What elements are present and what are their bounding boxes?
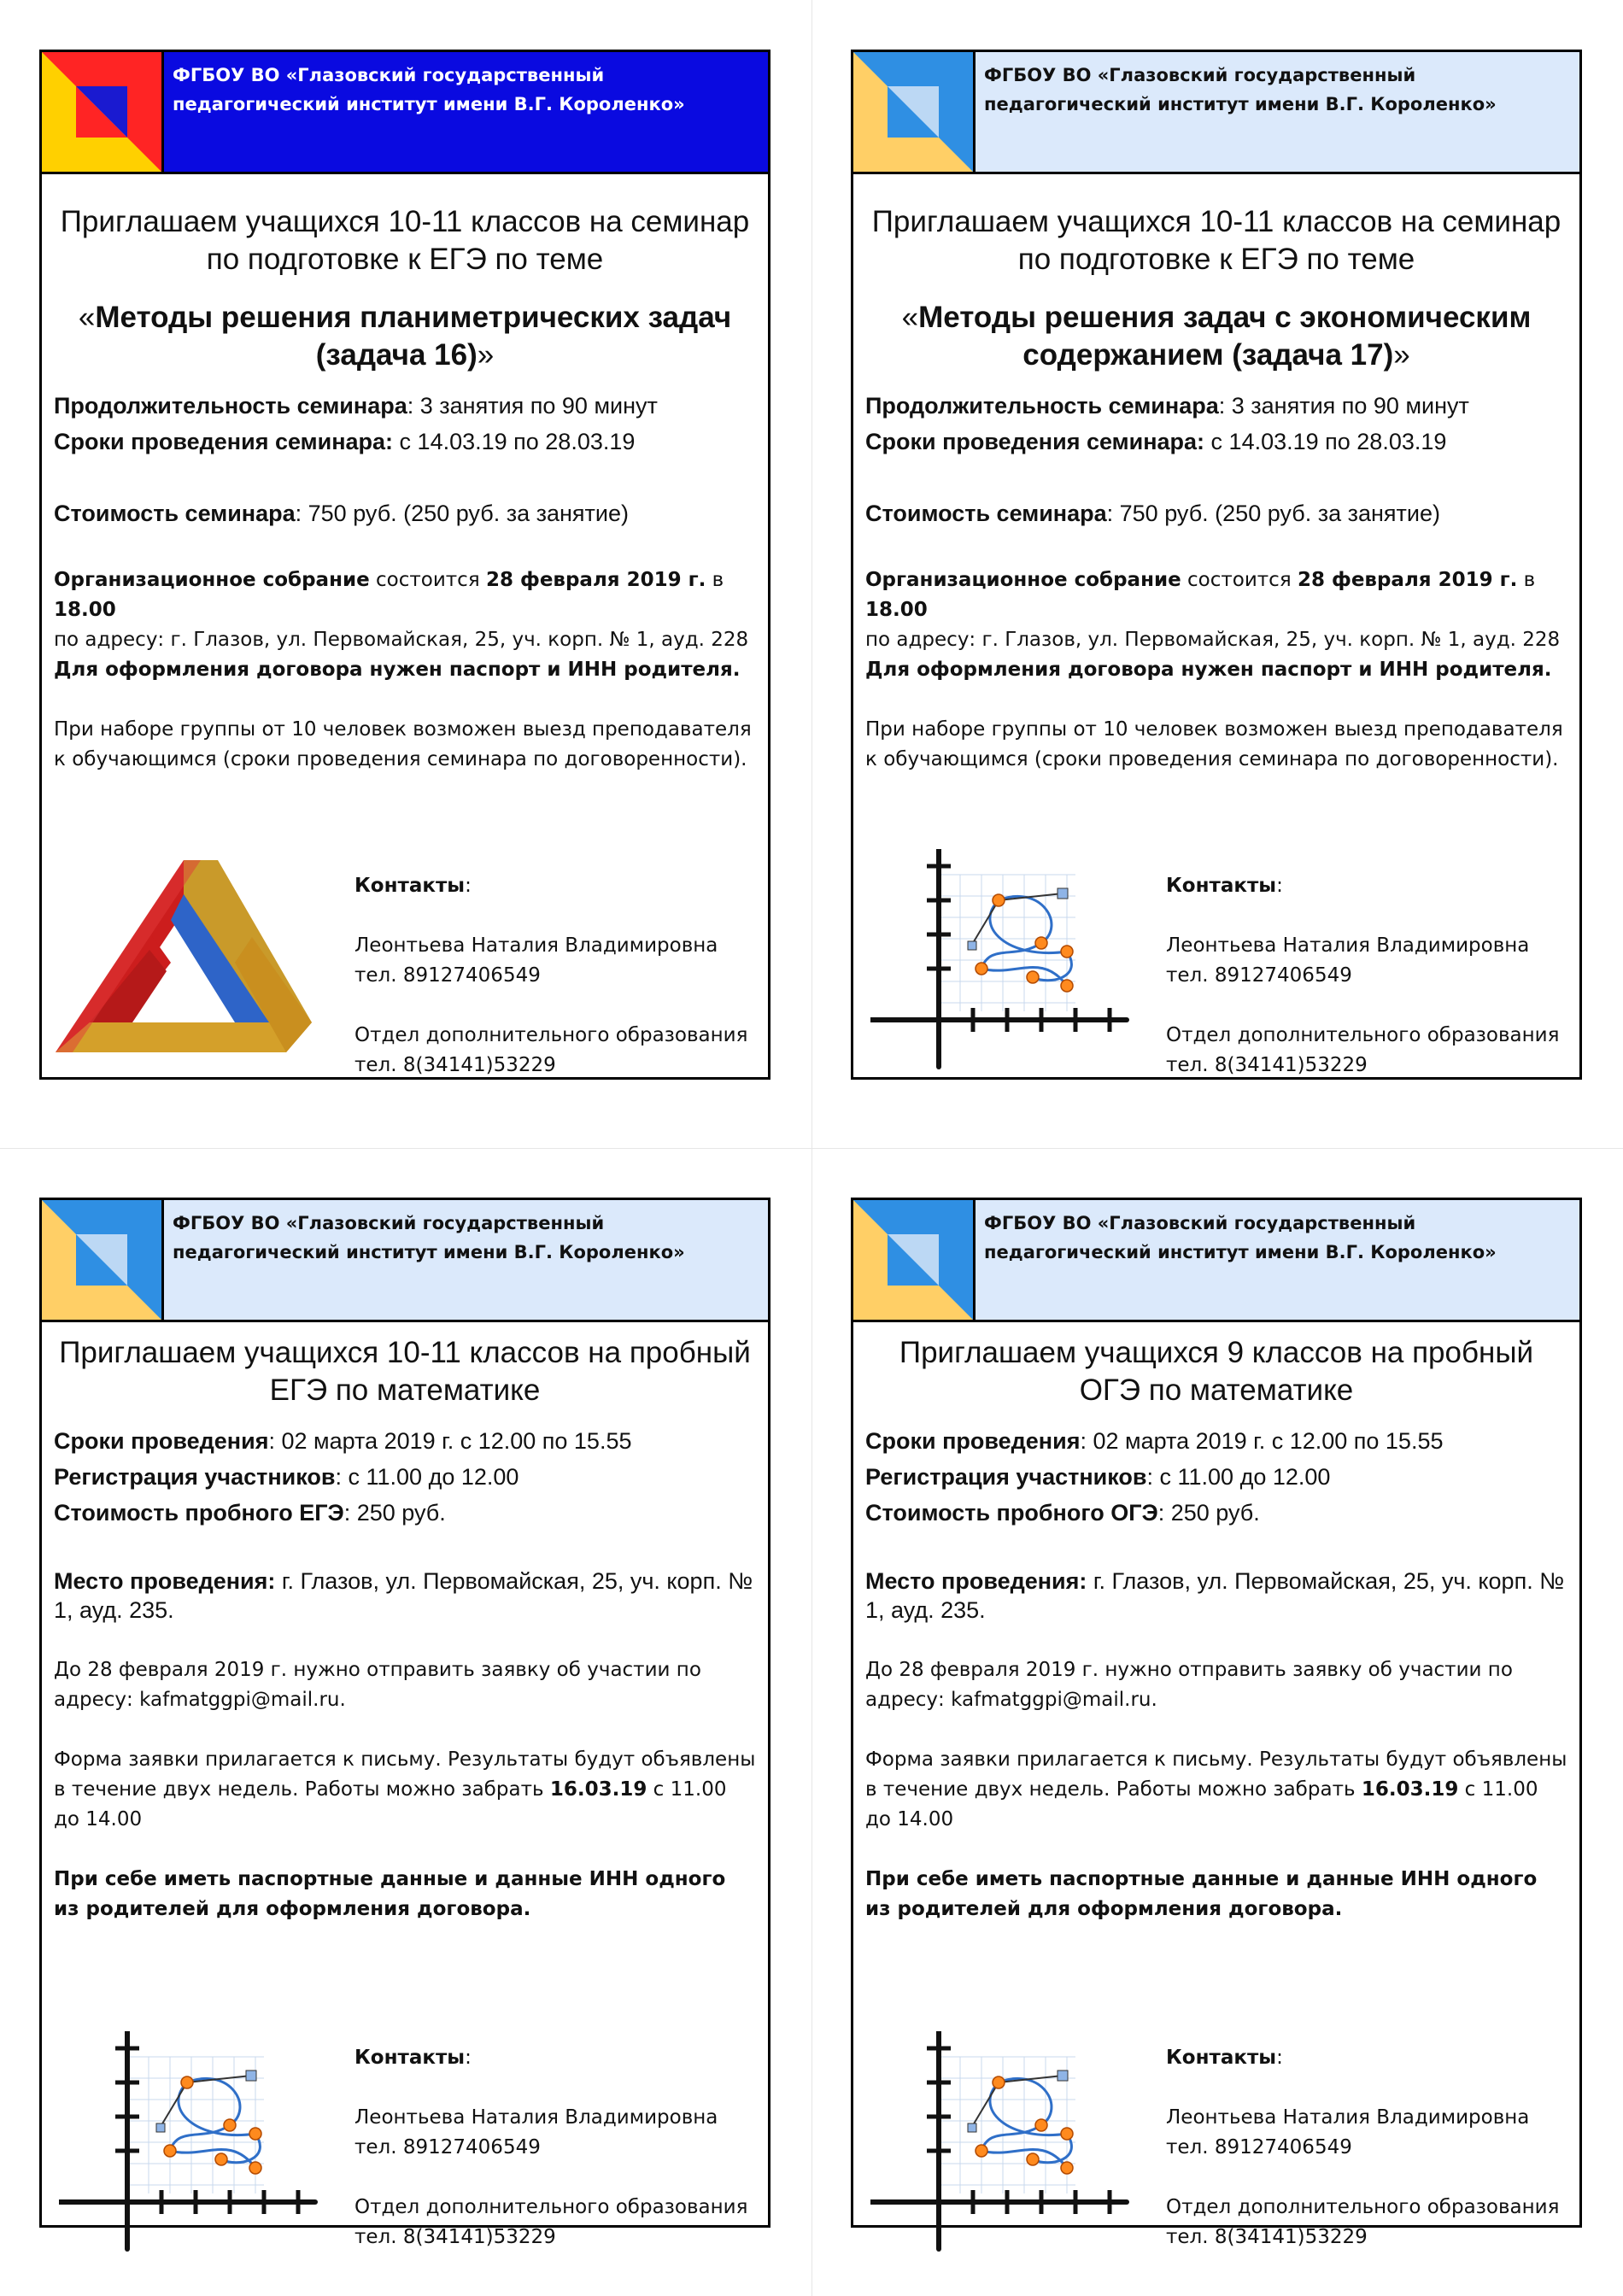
contacts-block: Контакты: Леонтьева Наталия Владимировна тел. 89127406549 Отдел дополнительного образования тел. 8(34141)53229 (354, 2043, 747, 2252)
form-note: Форма заявки прилагается к письму. Результаты будут объявлены в течение двух недель. Работы можно забрать 16.03.19 с 11.00 до 14.00 (54, 1748, 756, 1830)
contact-person: Леонтьева Наталия Владимировна (354, 2106, 718, 2129)
flyer-planimetry-seminar (39, 50, 770, 1080)
contact-dept-phone: тел. 8(34141)53229 (1166, 2226, 1368, 2248)
dates-row: Сроки проведения: 02 марта 2019 г. с 12.00 по 15.55 (865, 1428, 1444, 1454)
flyer-header (42, 1200, 768, 1322)
contact-dept-phone: тел. 8(34141)53229 (354, 1054, 556, 1076)
cost-row: Стоимость семинара: 750 руб. (250 руб. за занятие) (865, 501, 1440, 526)
flyer-header (42, 52, 768, 174)
page-fold-horizontal (0, 1148, 1623, 1149)
place-row: Место проведения: г. Глазов, ул. Первомайская, 25, уч. корп. № 1, ауд. 235. (865, 1568, 1565, 1623)
contact-phone: тел. 89127406549 (354, 964, 541, 987)
flyer-trial-ege (39, 1198, 770, 2248)
flyer-header (853, 1200, 1579, 1322)
exam-notes (865, 1655, 1567, 1924)
institute-name: ФГБОУ ВО «Глазовский государственный педагогический институт имени В.Г. Короленко» (161, 52, 768, 172)
flyer-body (42, 174, 768, 1077)
flyer-economics-seminar (851, 50, 1582, 1080)
graph-illustration (870, 2031, 1135, 2258)
exam-details (865, 1423, 1567, 1625)
contact-dept-phone: тел. 8(34141)53229 (354, 2226, 556, 2248)
registration-row: Регистрация участников: с 11.00 до 12.00 (54, 1464, 519, 1490)
contact-phone: тел. 89127406549 (1166, 2136, 1352, 2158)
contact-phone: тел. 89127406549 (1166, 964, 1352, 987)
dates-row: Сроки проведения: 02 марта 2019 г. с 12.00 по 15.55 (54, 1428, 632, 1454)
bring-note: При себе иметь паспортные данные и данные ИНН одного из родителей для оформления договора. (865, 1868, 1538, 1920)
cost-row: Стоимость пробного ЕГЭ: 250 руб. (54, 1500, 446, 1526)
institute-logo (42, 52, 161, 172)
flyer-body (853, 1322, 1579, 2248)
invite-title: Приглашаем учащихся 9 классов на пробный ОГЭ по математике (899, 1336, 1534, 1407)
contact-person: Леонтьева Наталия Владимировна (1166, 2106, 1530, 2129)
invite-title: Приглашаем учащихся 10-11 классов на пробный ЕГЭ по математике (59, 1336, 751, 1407)
institute-logo (853, 52, 973, 172)
apply-note: До 28 февраля 2019 г. нужно отправить заявку об участии по адресу: kafmatggpi@mail.ru. (54, 1659, 701, 1711)
contact-dept: Отдел дополнительного образования (354, 2196, 748, 2218)
exam-details (54, 1423, 756, 1625)
impossible-triangle-image (56, 860, 312, 1078)
contact-person: Леонтьева Наталия Владимировна (354, 934, 718, 957)
group-note: При наборе группы от 10 человек возможен выезд преподавателя к обучающимся (сроки проведения семинара по договоренности). (54, 718, 752, 770)
institute-name: ФГБОУ ВО «Глазовский государственный педагогический институт имени В.Г. Короленко» (161, 1200, 768, 1320)
bring-note: При себе иметь паспортные данные и данные ИНН одного из родителей для оформления договора. (54, 1868, 726, 1920)
dates-row: Сроки проведения семинара: с 14.03.19 по 28.03.19 (54, 429, 636, 454)
contact-dept: Отдел дополнительного образования (1166, 2196, 1560, 2218)
cost-row: Стоимость семинара: 750 руб. (250 руб. за занятие) (54, 501, 629, 526)
seminar-topic: «Методы решения задач с экономическим содержанием (задача 17)» (901, 301, 1532, 372)
place-row: Место проведения: г. Глазов, ул. Первомайская, 25, уч. корп. № 1, ауд. 235. (54, 1568, 753, 1623)
group-note: При наборе группы от 10 человек возможен выезд преподавателя к обучающимся (сроки проведения семинара по договоренности). (865, 718, 1563, 770)
institute-logo (42, 1200, 161, 1320)
contacts-block: Контакты: Леонтьева Наталия Владимировна тел. 89127406549 Отдел дополнительного образования тел. 8(34141)53229 (1166, 2043, 1559, 2252)
duration-row: Продолжительность семинара: 3 занятия по 90 минут (54, 393, 658, 419)
contact-dept: Отдел дополнительного образования (1166, 1024, 1560, 1046)
invite-title: Приглашаем учащихся 10-11 классов на семинар по подготовке к ЕГЭ по теме (871, 205, 1561, 276)
contact-dept-phone: тел. 8(34141)53229 (1166, 1054, 1368, 1076)
invite-title: Приглашаем учащихся 10-11 классов на семинар по подготовке к ЕГЭ по теме (60, 205, 750, 276)
seminar-details (54, 388, 756, 531)
contacts-block: Контакты: Леонтьева Наталия Владимировна тел. 89127406549 Отдел дополнительного образования тел. 8(34141)53229 (1166, 871, 1559, 1081)
graph-illustration (59, 2031, 324, 2258)
seminar-details (865, 388, 1567, 531)
registration-row: Регистрация участников: с 11.00 до 12.00 (865, 1464, 1331, 1490)
seminar-topic: «Методы решения планиметрических задач (задача 16)» (78, 301, 732, 372)
contact-phone: тел. 89127406549 (354, 2136, 541, 2158)
contact-dept: Отдел дополнительного образования (354, 1024, 748, 1046)
institute-name: ФГБОУ ВО «Глазовский государственный педагогический институт имени В.Г. Короленко» (973, 52, 1579, 172)
form-note: Форма заявки прилагается к письму. Результаты будут объявлены в течение двух недель. Работы можно забрать 16.03.19 с 11.00 до 14.00 (865, 1748, 1567, 1830)
institute-name: ФГБОУ ВО «Глазовский государственный педагогический институт имени В.Г. Короленко» (973, 1200, 1579, 1320)
apply-note: До 28 февраля 2019 г. нужно отправить заявку об участии по адресу: kafmatggpi@mail.ru. (865, 1659, 1513, 1711)
contact-person: Леонтьева Наталия Владимировна (1166, 934, 1530, 957)
exam-notes (54, 1655, 756, 1924)
flyer-header (853, 52, 1579, 174)
flyer-body (42, 1322, 768, 2248)
duration-row: Продолжительность семинара: 3 занятия по 90 минут (865, 393, 1469, 419)
flyer-body (853, 174, 1579, 1077)
dates-row: Сроки проведения семинара: с 14.03.19 по 28.03.19 (865, 429, 1447, 454)
graph-illustration (870, 849, 1135, 1075)
meeting-info: Организационное собрание состоится 28 февраля 2019 г. в 18.00 по адресу: г. Глазов, ул. Первомайская, 25, уч. корп. № 1, ауд. 228 Для оформления договора нужен паспорт и ИНН родителя. При наборе группы от 10 человек возможен выезд преподавателя к обучающимся (сроки проведения семинара по договоренности). (865, 565, 1567, 775)
cost-row: Стоимость пробного ОГЭ: 250 руб. (865, 1500, 1260, 1526)
institute-logo (853, 1200, 973, 1320)
meeting-info: Организационное собрание состоится 28 февраля 2019 г. в 18.00 по адресу: г. Глазов, ул. Первомайская, 25, уч. корп. № 1, ауд. 228 Для оформления договора нужен паспорт и ИНН родителя. При наборе группы от 10 человек возможен выезд преподавателя к обучающимся (сроки проведения семинара по договоренности). (54, 565, 756, 775)
flyer-trial-oge (851, 1198, 1582, 2248)
contacts-block: Контакты: Леонтьева Наталия Владимировна тел. 89127406549 Отдел дополнительного образования тел. 8(34141)53229 (354, 871, 747, 1081)
